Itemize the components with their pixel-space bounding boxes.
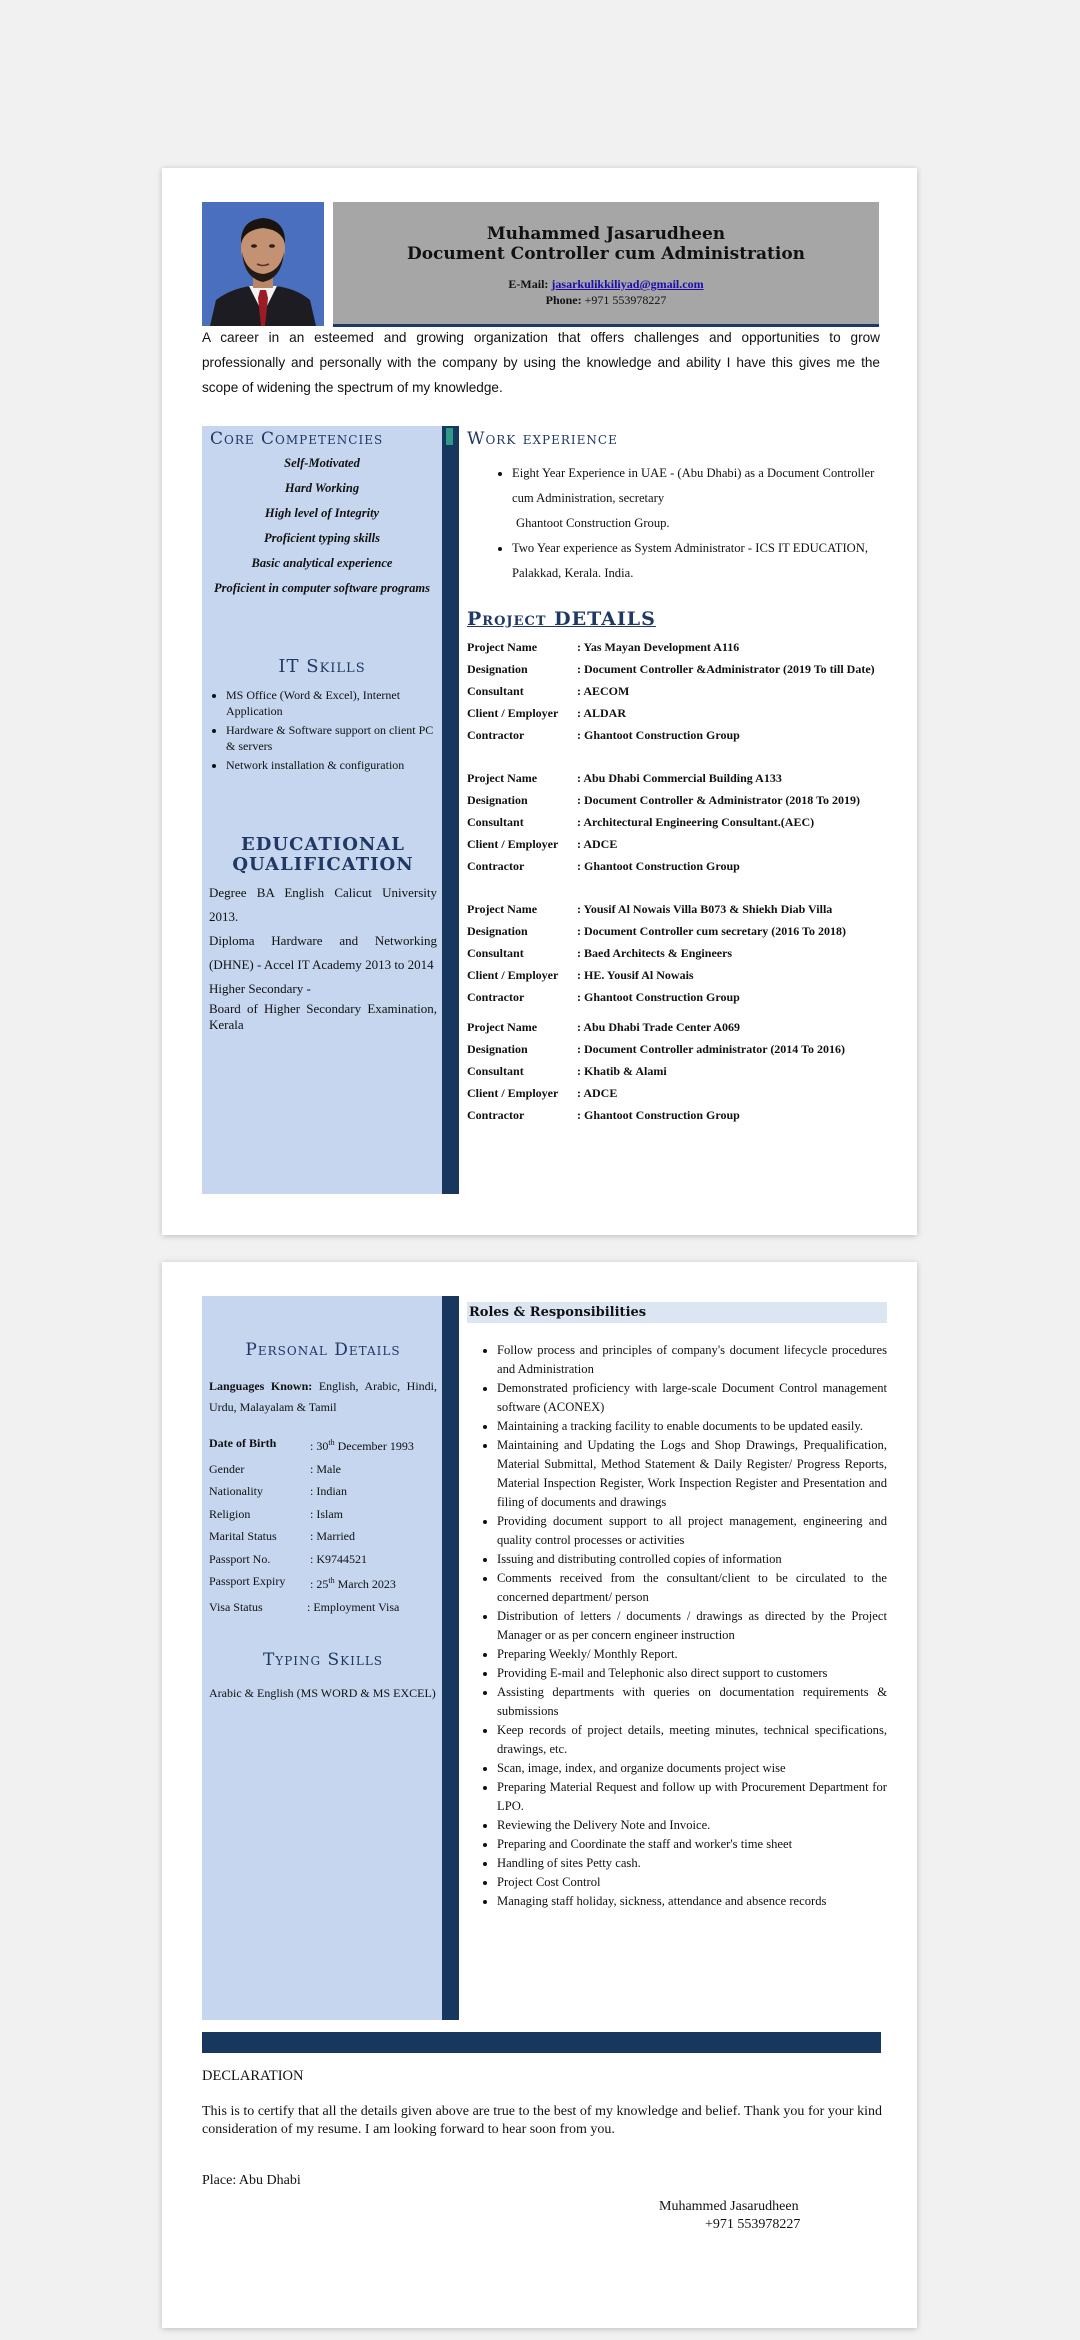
- project-row: [467, 702, 899, 724]
- list-item: • Hardware & Software support on client PC & servers: [226, 722, 442, 754]
- education-item: Degree BA English Calicut University 2013.: [209, 885, 437, 924]
- personal-details-heading: Personal Details: [245, 1340, 401, 1360]
- personal-details-section: [209, 1340, 437, 1618]
- project-row-label: Contractor: [467, 728, 525, 742]
- list-item: • Comments received from the consultant/client to be circulated to the concerned department/ person: [497, 1569, 887, 1607]
- it-skills-heading: IT Skills: [278, 656, 366, 677]
- core-item: Proficient typing skills: [264, 531, 380, 545]
- list-item: • Maintaining a tracking facility to enable documents to be updated easily.: [497, 1417, 887, 1436]
- core-item: Basic analytical experience: [251, 556, 393, 570]
- list-item: • Two Year experience as System Administrator - ICS IT EDUCATION, Palakkad, Kerala. India.: [512, 536, 889, 586]
- info-label: Nationality: [209, 1484, 263, 1498]
- info-row: [209, 1503, 437, 1526]
- info-row-dob: [209, 1432, 437, 1458]
- project-row-label: Client / Employer: [467, 706, 559, 720]
- typing-skills-heading: Typing Skills: [262, 1650, 384, 1670]
- list-item: • Network installation & configuration: [226, 757, 442, 773]
- roles-list: [467, 1341, 887, 1911]
- list-item: • Providing document support to all project management, engineering and quality control processes or activities: [497, 1512, 887, 1550]
- languages-known: [209, 1376, 437, 1418]
- languages-label: Languages Known:: [209, 1379, 313, 1393]
- expiry-rest: March 2023: [334, 1577, 396, 1591]
- signature-phone: +971 553978227: [705, 2217, 801, 2232]
- languages-value: English, Arabic, Hindi, Urdu, Malayalam & Tamil: [209, 1379, 437, 1414]
- declaration-heading: DECLARATION: [202, 2068, 304, 2084]
- project-row-label: Designation: [467, 1042, 528, 1056]
- list-item: • Issuing and distributing controlled copies of information: [497, 1550, 887, 1569]
- core-competencies-list: [202, 451, 442, 601]
- typing-skills-section: [209, 1650, 437, 1701]
- roles-heading: Roles & Responsibilities: [467, 1302, 887, 1323]
- project-row-label: Consultant: [467, 684, 524, 698]
- project-row-value: : HE. Yousif Al Nowais: [577, 968, 694, 982]
- project-row-label: Client / Employer: [467, 1086, 559, 1100]
- list-item: • Distribution of letters / documents / drawings as directed by the Project Manager or as per concern engineer instruction: [497, 1607, 887, 1645]
- roles-section: [467, 1302, 887, 1911]
- project-row-value: : Ghantoot Construction Group: [577, 728, 740, 742]
- contact-block: [333, 276, 879, 308]
- project-row-value: : Document Controller administrator (2014 To 2016): [577, 1042, 845, 1056]
- phone-label: Phone:: [545, 293, 582, 307]
- info-row: [209, 1548, 437, 1571]
- visa-value: : Employment Visa: [307, 1599, 400, 1614]
- work-experience-section: [467, 426, 889, 586]
- email-link[interactable]: jasarkulikkiliyad@gmail.com: [551, 277, 704, 291]
- project-row-value: : Document Controller & Administrator (2018 To 2019): [577, 793, 860, 807]
- project-row-label: Client / Employer: [467, 837, 559, 851]
- info-value: : Married: [310, 1529, 355, 1543]
- divider-bar: [442, 426, 459, 1194]
- phone-line: [333, 292, 879, 308]
- work-item-company: Ghantoot Construction Group.: [516, 516, 670, 530]
- project-row-label: Contractor: [467, 1108, 525, 1122]
- education-item: Board of Higher Secondary Examination, Kerala: [209, 1001, 437, 1032]
- it-skills-section: [202, 656, 442, 776]
- project-row-value: : Ghantoot Construction Group: [577, 859, 740, 873]
- project-row-value: : ADCE: [577, 837, 618, 851]
- info-label: Gender: [209, 1461, 245, 1476]
- education-section: [209, 835, 437, 1033]
- work-experience-list: [467, 461, 889, 586]
- declaration-section: [202, 2068, 882, 2232]
- project-row-value: : ADCE: [577, 1086, 618, 1100]
- project-row: [467, 1060, 899, 1082]
- project-row-label: Project Name: [467, 771, 538, 785]
- project-row-label: Project Name: [467, 902, 538, 916]
- resume-page-1: [162, 168, 917, 1235]
- info-value: : Islam: [310, 1506, 343, 1521]
- project-row: [467, 920, 899, 942]
- divider-bar: [442, 1296, 459, 2020]
- phone-number: +971 553978227: [584, 293, 667, 307]
- project-row: [467, 898, 899, 920]
- project-row-value: : Khatib & Alami: [577, 1064, 667, 1078]
- project-row-value: : ALDAR: [577, 706, 627, 720]
- list-item: • Maintaining and Updating the Logs and Shop Drawings, Prequalification, Material Submittal, Method Statement & Daily Register/ Progress Reports, Material Inspection Register, Work Inspection Register and Presentation and filing of documents and drawings: [497, 1436, 887, 1512]
- education-item: Higher Secondary -: [209, 981, 311, 996]
- project-row-label: Consultant: [467, 946, 524, 960]
- project-row: [467, 964, 899, 986]
- project-row-label: Designation: [467, 924, 528, 938]
- expiry-suffix: th: [328, 1576, 335, 1585]
- info-row-passport-expiry: [209, 1570, 437, 1596]
- info-label: Religion: [209, 1506, 251, 1521]
- project-details-heading: Project DETAILS: [467, 608, 656, 630]
- work-experience-heading: Work experience: [467, 429, 618, 449]
- expiry-value: [310, 1570, 396, 1596]
- list-item: • Providing E-mail and Telephonic also direct support to customers: [497, 1664, 887, 1683]
- core-competencies-heading: Core Competencies: [210, 429, 384, 449]
- list-item: • Preparing and Coordinate the staff and worker's time sheet: [497, 1835, 887, 1854]
- expiry-label: Passport Expiry: [209, 1574, 286, 1588]
- list-item: • Handling of sites Petty cash.: [497, 1854, 887, 1873]
- project-row-value: : Document Controller cum secretary (2016 To 2018): [577, 924, 846, 938]
- list-item: • Assisting departments with queries on documentation requirements & submissions: [497, 1683, 887, 1721]
- project-block: [467, 636, 899, 746]
- info-row-visa: [209, 1596, 437, 1619]
- email-label: E-Mail:: [508, 277, 549, 291]
- project-row-value: : Baed Architects & Engineers: [577, 946, 733, 960]
- dob-rest: December 1993: [334, 1439, 414, 1453]
- core-item: High level of Integrity: [264, 506, 380, 520]
- list-item: • Keep records of project details, meeting minutes, technical specifications, drawings, etc.: [497, 1721, 887, 1759]
- personal-info-table: [209, 1432, 437, 1618]
- dob-label: Date of Birth: [209, 1436, 277, 1450]
- list-item: • Demonstrated proficiency with large-scale Document Control management software (ACONEX): [497, 1379, 887, 1417]
- declaration-text: This is to certify that all the details given above are true to the best of my knowledge and belief. Thank you for your kind consideration of my resume. I am looking forward to hear soon from you.: [202, 2104, 882, 2137]
- divider-accent: [446, 428, 453, 445]
- project-row: [467, 636, 899, 658]
- project-row-value: : Abu Dhabi Commercial Building A133: [577, 771, 782, 785]
- info-row: [209, 1458, 437, 1481]
- candidate-name: Muhammed Jasarudheen: [486, 224, 726, 244]
- email-line: [333, 276, 879, 292]
- profile-photo: [202, 202, 324, 326]
- it-skills-list: [202, 687, 442, 773]
- project-row-label: Contractor: [467, 859, 525, 873]
- header-banner: [333, 202, 879, 327]
- project-block: [467, 1016, 899, 1126]
- project-row: [467, 855, 899, 877]
- project-row: [467, 767, 899, 789]
- core-item: Proficient in computer software programs: [214, 581, 430, 595]
- project-row-label: Consultant: [467, 815, 524, 829]
- info-row: [209, 1480, 437, 1503]
- project-row: [467, 942, 899, 964]
- project-row: [467, 1038, 899, 1060]
- typing-skills-text: Arabic & English (MS WORD & MS EXCEL): [209, 1686, 436, 1700]
- project-row-label: Project Name: [467, 640, 538, 654]
- list-item: • Project Cost Control: [497, 1873, 887, 1892]
- info-value: : Male: [310, 1461, 341, 1476]
- core-item: Hard Working: [284, 481, 360, 495]
- project-row-value: : Document Controller &Administrator (2019 To till Date): [577, 662, 875, 676]
- candidate-title: Document Controller cum Administration: [406, 244, 806, 264]
- project-row-value: : Yousif Al Nowais Villa B073 & Shiekh Diab Villa: [577, 902, 833, 916]
- project-row: [467, 1082, 899, 1104]
- list-item: • Managing staff holiday, sickness, attendance and absence records: [497, 1892, 887, 1911]
- education-list: [209, 881, 437, 1033]
- project-row: [467, 833, 899, 855]
- education-item: Diploma Hardware and Networking (DHNE) - Accel IT Academy 2013 to 2014: [209, 933, 437, 972]
- dob-value: [310, 1432, 414, 1458]
- list-item: • Scan, image, index, and organize documents project wise: [497, 1759, 887, 1778]
- project-row-value: : AECOM: [577, 684, 630, 698]
- project-row-label: Consultant: [467, 1064, 524, 1078]
- core-competencies-section: [202, 426, 442, 601]
- project-row: [467, 789, 899, 811]
- list-item: • Reviewing the Delivery Note and Invoice.: [497, 1816, 887, 1835]
- project-row: [467, 1016, 899, 1038]
- project-row-value: : Ghantoot Construction Group: [577, 1108, 740, 1122]
- project-row: [467, 658, 899, 680]
- project-details-section: [467, 608, 899, 1147]
- project-list: [467, 636, 899, 1126]
- project-row-label: Project Name: [467, 1020, 538, 1034]
- place: Place: Abu Dhabi: [202, 2173, 301, 2188]
- info-label: Marital Status: [209, 1529, 277, 1543]
- project-row-value: : Architectural Engineering Consultant.(AEC): [577, 815, 815, 829]
- project-row: [467, 1104, 899, 1126]
- project-row-value: : Abu Dhabi Trade Center A069: [577, 1020, 741, 1034]
- info-label: Passport No.: [209, 1551, 271, 1566]
- info-value: : K9744521: [310, 1551, 367, 1566]
- education-heading: EDUCATIONAL QUALIFICATION: [232, 834, 414, 875]
- project-row: [467, 680, 899, 702]
- list-item: • Preparing Material Request and follow up with Procurement Department for LPO.: [497, 1778, 887, 1816]
- project-row: [467, 811, 899, 833]
- info-row: [209, 1525, 437, 1548]
- list-item: • MS Office (Word & Excel), Internet Application: [226, 687, 442, 719]
- signature-name: Muhammed Jasarudheen: [659, 2199, 799, 2214]
- project-row: [467, 724, 899, 746]
- project-row-label: Client / Employer: [467, 968, 559, 982]
- project-row-label: Designation: [467, 793, 528, 807]
- core-item: Self-Motivated: [284, 456, 360, 470]
- list-item: • Follow process and principles of company's document lifecycle procedures and Administration: [497, 1341, 887, 1379]
- dob-day: : 30: [310, 1439, 329, 1453]
- project-block: [467, 767, 899, 877]
- expiry-day: : 25: [310, 1577, 329, 1591]
- list-item: [512, 461, 889, 536]
- list-item: • Preparing Weekly/ Monthly Report.: [497, 1645, 887, 1664]
- career-objective: A career in an esteemed and growing organization that offers challenges and opportunities to grow professionally and personally with the company by using the knowledge and ability I have this gives me the scope of widening the spectrum of my knowledge.: [202, 330, 880, 395]
- project-row-label: Designation: [467, 662, 528, 676]
- section-divider-bar: [202, 2032, 881, 2053]
- dob-suffix: th: [328, 1438, 335, 1447]
- project-row: [467, 986, 899, 1008]
- resume-page-2: [162, 1262, 917, 2328]
- project-row-label: Contractor: [467, 990, 525, 1004]
- info-value: : Indian: [310, 1484, 347, 1498]
- project-block: [467, 898, 899, 1008]
- work-item-text: Eight Year Experience in UAE - (Abu Dhabi) as a Document Controller cum Administration, secretary: [512, 466, 875, 505]
- visa-label: Visa Status: [209, 1599, 263, 1614]
- signature-block: [659, 2198, 800, 2234]
- project-row-value: : Ghantoot Construction Group: [577, 990, 740, 1004]
- project-row-value: : Yas Mayan Development A116: [577, 640, 740, 654]
